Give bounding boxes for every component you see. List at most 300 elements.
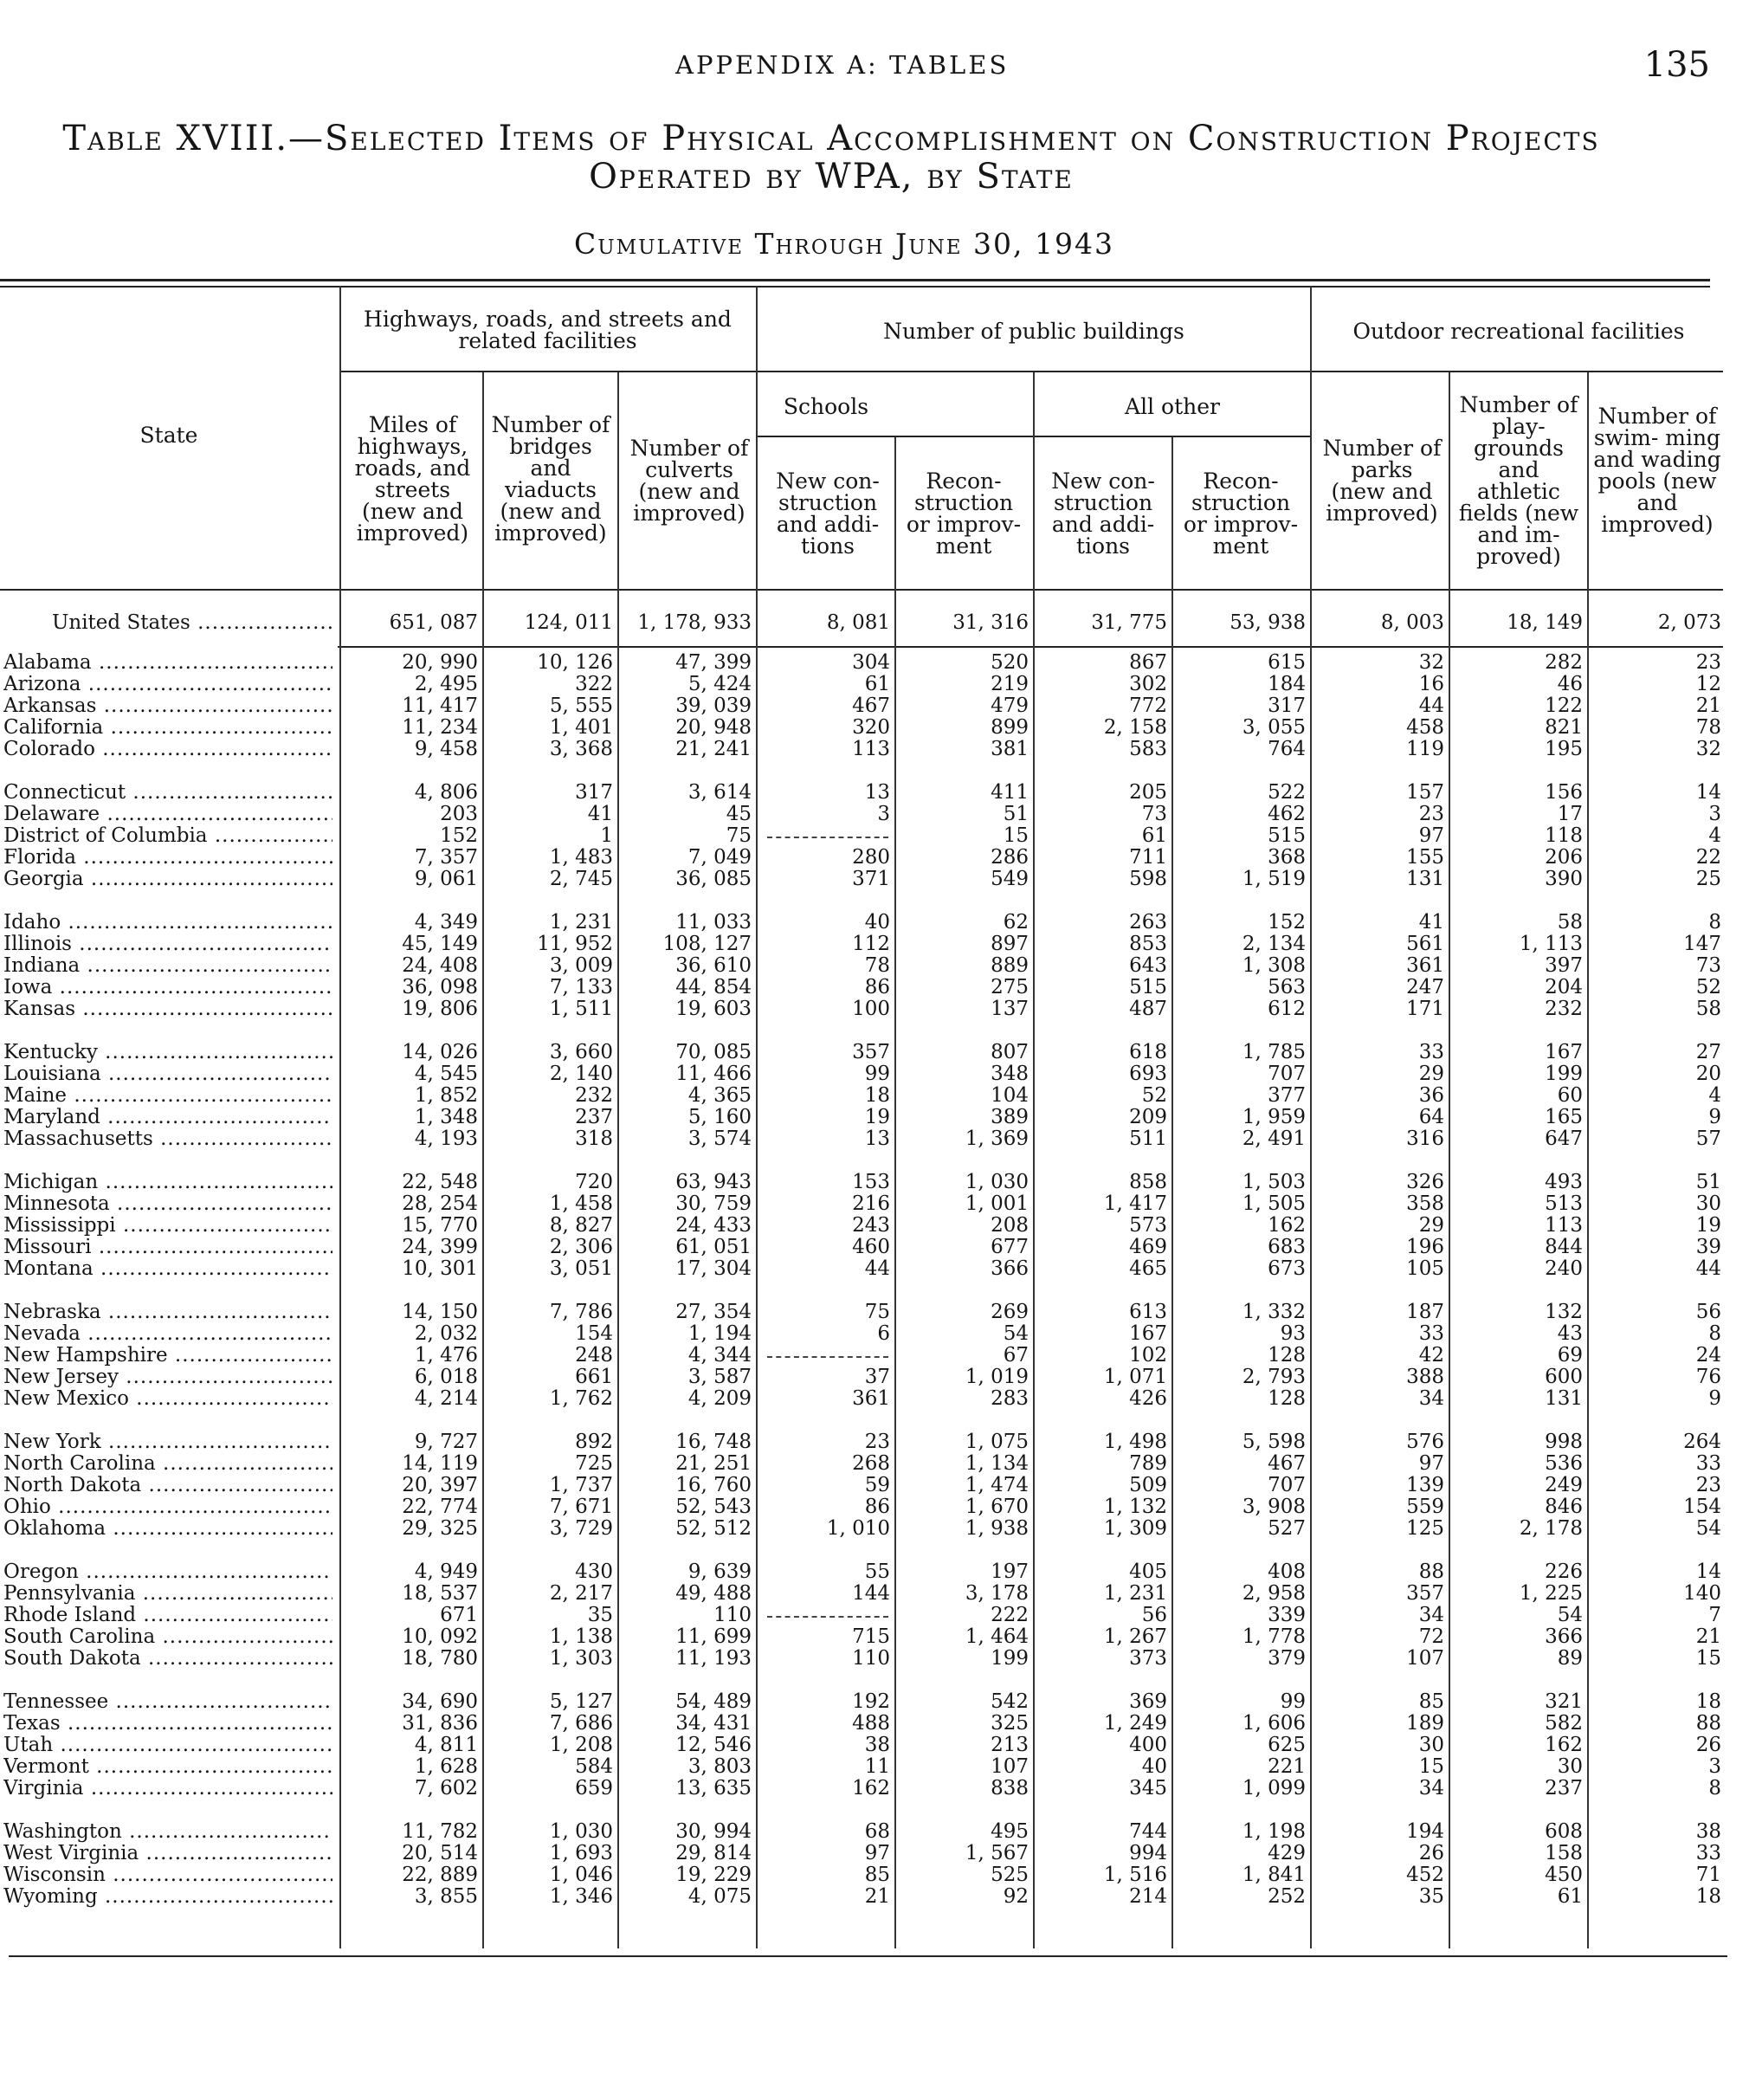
cell-culverts: 1, 178, 933 [637,611,752,634]
cell-schools-new: 357 [852,1041,890,1063]
cell-schools-new: 162 [852,1777,890,1800]
cell-other-recon: 1, 606 [1242,1712,1306,1735]
cell-schools-recon: 807 [991,1041,1029,1063]
cell-miles: 2, 495 [414,673,478,695]
cell-schools-recon: 199 [991,1647,1029,1670]
cell-miles: 18, 780 [402,1647,478,1670]
cell-schools-recon: 1, 567 [965,1842,1029,1864]
cell-other-recon: 152 [1268,911,1306,934]
cell-playgrounds: 60 [1557,1084,1583,1107]
cell-culverts: 11, 193 [675,1647,752,1670]
cell-schools-new: 37 [864,1366,890,1388]
cell-parks: 576 [1406,1431,1444,1453]
cell-pools: 38 [1695,1820,1721,1843]
state-name: Louisiana ..... [3,1063,332,1085]
state-name: Massachusetts ..... [3,1128,332,1150]
cell-other-recon: 673 [1268,1257,1306,1280]
cell-other-recon: 1, 841 [1242,1864,1306,1886]
cell-pools: 12 [1695,673,1721,695]
cell-schools-new: 11 [864,1755,890,1778]
cell-pools: 23 [1695,1474,1721,1496]
cell-culverts: 29, 814 [675,1842,752,1864]
cell-bridges: 124, 011 [524,611,613,634]
cell-other-new: 214 [1129,1885,1167,1908]
cell-other-recon: 5, 598 [1242,1431,1306,1453]
cell-bridges: 154 [575,1322,613,1345]
cell-playgrounds: 158 [1545,1842,1583,1864]
state-name: Tennessee ..... [3,1691,332,1713]
total-row-rule [338,646,1723,648]
cell-other-new: 405 [1129,1560,1167,1583]
cell-schools-new: 19 [864,1106,890,1128]
cell-schools-recon: 838 [991,1777,1029,1800]
cell-pools: 26 [1695,1734,1721,1756]
cell-culverts: 34, 431 [675,1712,752,1735]
cell-pools: 32 [1695,738,1721,760]
cell-bridges: 430 [575,1560,613,1583]
total-row-label: United States ..... [52,612,332,634]
cell-parks: 247 [1406,976,1444,998]
cell-playgrounds: 156 [1545,781,1583,804]
header-parks: Number of parks (new and improved) [1322,436,1442,526]
cell-miles: 11, 234 [402,716,478,739]
cell-other-new: 373 [1129,1647,1167,1670]
cell-other-recon: 1, 519 [1242,868,1306,890]
cell-other-recon: 408 [1268,1560,1306,1583]
cell-other-recon: 184 [1268,673,1306,695]
cell-parks: 189 [1406,1712,1444,1735]
cell-culverts: 13, 635 [675,1777,752,1800]
cell-schools-recon: 15 [1003,824,1029,847]
cell-parks: 34 [1418,1387,1444,1410]
state-name: Minnesota ..... [3,1193,332,1215]
cell-other-recon: 368 [1268,846,1306,869]
cell-parks: 357 [1406,1582,1444,1605]
cell-other-recon: 93 [1280,1322,1306,1345]
state-name: Mississippi ..... [3,1215,332,1237]
cell-parks: 139 [1406,1474,1444,1496]
cell-miles: 1, 852 [414,1084,478,1107]
state-name: California ..... [3,717,332,739]
cell-parks: 157 [1406,781,1444,804]
cell-pools: 20 [1695,1063,1721,1085]
cell-schools-recon: 325 [991,1712,1029,1735]
cell-other-new: 52 [1141,1084,1167,1107]
cell-other-new: 61 [1141,824,1167,847]
cell-other-new: 573 [1129,1214,1167,1237]
cell-other-recon: 462 [1268,803,1306,825]
cell-schools-new: 6 [877,1322,890,1345]
cell-other-recon: 1, 332 [1242,1301,1306,1323]
header-bridges: Number of bridges and viaducts (new and improved) [491,412,610,546]
cell-miles: 14, 150 [402,1301,478,1323]
cell-other-new: 711 [1129,846,1167,869]
cell-pools: 44 [1695,1257,1721,1280]
cell-pools: 4 [1708,824,1721,847]
cell-other-recon: 625 [1268,1734,1306,1756]
state-name: Pennsylvania ..... [3,1583,332,1605]
cell-schools-new: 75 [864,1301,890,1323]
cell-culverts: 9, 639 [687,1560,752,1583]
group-rule [339,371,1723,372]
header-all-other: All other [1125,394,1220,419]
cell-parks: 29 [1418,1063,1444,1085]
cell-bridges: 1, 483 [549,846,613,869]
cell-bridges: 7, 786 [549,1301,613,1323]
cell-schools-new: 78 [864,954,890,977]
state-name: Iowa ..... [3,977,332,998]
cell-schools-new: 86 [864,1496,890,1518]
cell-schools-recon: 366 [991,1257,1029,1280]
cell-schools-recon: 67 [1003,1344,1029,1367]
cell-schools-recon: 31, 316 [952,611,1029,634]
cell-schools-new: 99 [864,1063,890,1085]
cell-parks: 29 [1418,1214,1444,1237]
cell-schools-new: 110 [852,1647,890,1670]
cell-schools-recon: 495 [991,1820,1029,1843]
cell-playgrounds: 131 [1545,1387,1583,1410]
no-data-dash [767,1356,888,1358]
cell-playgrounds: 493 [1545,1171,1583,1193]
cell-bridges: 2, 217 [549,1582,613,1605]
state-name: Ohio ..... [3,1496,332,1518]
cell-culverts: 21, 241 [675,738,752,760]
state-name: Montana ..... [3,1258,332,1280]
cell-schools-new: 243 [852,1214,890,1237]
cell-other-new: 867 [1129,651,1167,674]
header-miles: Miles of highways, roads, and streets (new and improved) [354,412,471,546]
cell-culverts: 4, 209 [687,1387,752,1410]
cell-schools-recon: 54 [1003,1322,1029,1345]
cell-parks: 34 [1418,1604,1444,1626]
cell-parks: 194 [1406,1820,1444,1843]
cell-culverts: 7, 049 [687,846,752,869]
cell-schools-new: 13 [864,1128,890,1150]
state-name: Arkansas ..... [3,695,332,717]
cell-schools-new: 59 [864,1474,890,1496]
cell-playgrounds: 69 [1557,1344,1583,1367]
header-bottom-rule [0,589,1723,591]
cell-schools-recon: 525 [991,1864,1029,1886]
cell-other-new: 1, 071 [1103,1366,1167,1388]
cell-schools-new: 280 [852,846,890,869]
cell-other-new: 693 [1129,1063,1167,1085]
cell-pools: 19 [1695,1214,1721,1237]
cell-schools-recon: 51 [1003,803,1029,825]
cell-culverts: 11, 699 [675,1625,752,1648]
cell-schools-new: 216 [852,1192,890,1215]
cell-culverts: 30, 994 [675,1820,752,1843]
cell-pools: 24 [1695,1344,1721,1367]
cell-other-recon: 615 [1268,651,1306,674]
cell-pools: 54 [1695,1517,1721,1540]
cell-culverts: 54, 489 [675,1690,752,1713]
cell-schools-recon: 1, 001 [965,1192,1029,1215]
cell-playgrounds: 450 [1545,1864,1583,1886]
cell-pools: 23 [1695,651,1721,674]
cell-schools-new: 23 [864,1431,890,1453]
col-rule [756,286,758,1948]
cell-other-recon: 1, 959 [1242,1106,1306,1128]
state-name: South Carolina ..... [3,1626,332,1648]
cell-miles: 28, 254 [402,1192,478,1215]
cell-culverts: 4, 365 [687,1084,752,1107]
cell-miles: 45, 149 [402,933,478,955]
cell-other-new: 73 [1141,803,1167,825]
cell-miles: 18, 537 [402,1582,478,1605]
cell-culverts: 11, 033 [675,911,752,934]
cell-culverts: 47, 399 [675,651,752,674]
cell-miles: 6, 018 [414,1366,478,1388]
cell-culverts: 3, 587 [687,1366,752,1388]
state-name: Wyoming ..... [3,1886,332,1908]
cell-playgrounds: 249 [1545,1474,1583,1496]
state-name: Missouri ..... [3,1237,332,1258]
cell-miles: 4, 214 [414,1387,478,1410]
state-name: Arizona ..... [3,674,332,695]
cell-other-new: 56 [1141,1604,1167,1626]
cell-culverts: 19, 229 [675,1864,752,1886]
cell-other-new: 1, 249 [1103,1712,1167,1735]
cell-parks: 85 [1418,1690,1444,1713]
cell-other-recon: 128 [1268,1387,1306,1410]
state-name: Kansas ..... [3,998,332,1020]
cell-other-recon: 1, 308 [1242,954,1306,977]
no-data-dash [767,1616,888,1618]
cell-other-recon: 99 [1280,1690,1306,1713]
cell-culverts: 52, 512 [675,1517,752,1540]
header-group-buildings: Number of public buildings [883,319,1184,344]
cell-other-new: 205 [1129,781,1167,804]
cell-schools-new: 21 [864,1885,890,1908]
state-name: Indiana ..... [3,955,332,977]
cell-playgrounds: 46 [1557,673,1583,695]
header-schools: Schools [783,394,869,419]
state-name: Maryland ..... [3,1107,332,1128]
state-name: Rhode Island ..... [3,1605,332,1626]
cell-pools: 9 [1708,1106,1721,1128]
cell-miles: 14, 026 [402,1041,478,1063]
state-name: New Hampshire ..... [3,1345,332,1367]
cell-schools-new: 44 [864,1257,890,1280]
header-schools-recon: Recon- struction or improv- ment [906,468,1022,559]
cell-schools-recon: 381 [991,738,1029,760]
state-name: Michigan ..... [3,1172,332,1193]
cell-culverts: 36, 610 [675,954,752,977]
cell-schools-new: 488 [852,1712,890,1735]
cell-playgrounds: 165 [1545,1106,1583,1128]
cell-playgrounds: 536 [1545,1452,1583,1475]
cell-other-new: 1, 516 [1103,1864,1167,1886]
state-name: New Jersey ..... [3,1367,332,1388]
cell-schools-new: 13 [864,781,890,804]
state-name: Alabama ..... [3,652,332,674]
cell-schools-recon: 899 [991,716,1029,739]
cell-culverts: 61, 051 [675,1236,752,1258]
cell-other-new: 613 [1129,1301,1167,1323]
state-name: New York ..... [3,1431,332,1453]
cell-other-recon: 53, 938 [1230,611,1306,634]
cell-miles: 19, 806 [402,998,478,1020]
cell-parks: 8, 003 [1380,611,1444,634]
state-name: Georgia ..... [3,869,332,890]
cell-bridges: 892 [575,1431,613,1453]
cell-culverts: 16, 748 [675,1431,752,1453]
cell-playgrounds: 206 [1545,846,1583,869]
cell-bridges: 3, 009 [549,954,613,977]
cell-bridges: 232 [575,1084,613,1107]
cell-miles: 7, 357 [414,846,478,869]
cell-culverts: 70, 085 [675,1041,752,1063]
cell-bridges: 5, 127 [549,1690,613,1713]
cell-schools-recon: 1, 464 [965,1625,1029,1648]
cell-parks: 33 [1418,1041,1444,1063]
cell-schools-new: 3 [877,803,890,825]
cell-bridges: 1, 303 [549,1647,613,1670]
cell-other-new: 1, 309 [1103,1517,1167,1540]
col-rule [1171,437,1173,1948]
cell-pools: 8 [1708,1322,1721,1345]
cell-schools-new: 100 [852,998,890,1020]
cell-other-recon: 707 [1268,1474,1306,1496]
cell-culverts: 21, 251 [675,1452,752,1475]
cell-other-recon: 128 [1268,1344,1306,1367]
bottom-rule [9,1955,1727,1957]
cell-culverts: 16, 760 [675,1474,752,1496]
cell-miles: 11, 782 [402,1820,478,1843]
cell-culverts: 36, 085 [675,868,752,890]
cell-schools-recon: 269 [991,1301,1029,1323]
cell-schools-new: 40 [864,911,890,934]
cell-parks: 155 [1406,846,1444,869]
cell-schools-recon: 1, 075 [965,1431,1029,1453]
cell-bridges: 725 [575,1452,613,1475]
cell-parks: 97 [1418,824,1444,847]
cell-bridges: 10, 126 [537,651,613,674]
cell-pools: 58 [1695,998,1721,1020]
state-name: Connecticut ..... [3,782,332,804]
state-name: Colorado ..... [3,739,332,760]
cell-miles: 4, 949 [414,1560,478,1583]
cell-parks: 131 [1406,868,1444,890]
cell-pools: 52 [1695,976,1721,998]
cell-playgrounds: 18, 149 [1507,611,1583,634]
header-group-highways: Highways, roads, and streets and related facilities [364,307,732,353]
cell-other-recon: 162 [1268,1214,1306,1237]
cell-schools-new: 371 [852,868,890,890]
state-name: Nevada ..... [3,1323,332,1345]
cell-parks: 35 [1418,1885,1444,1908]
cell-playgrounds: 162 [1545,1734,1583,1756]
cell-playgrounds: 58 [1557,911,1583,934]
state-name: Vermont ..... [3,1756,332,1778]
cell-bridges: 1, 511 [549,998,613,1020]
cell-miles: 22, 774 [402,1496,478,1518]
cell-schools-new: 86 [864,976,890,998]
cell-parks: 361 [1406,954,1444,977]
cell-other-new: 465 [1129,1257,1167,1280]
cell-other-recon: 527 [1268,1517,1306,1540]
top-rule-inner [0,286,1710,288]
cell-pools: 140 [1683,1582,1721,1605]
cell-pools: 56 [1695,1301,1721,1323]
cell-schools-recon: 92 [1003,1885,1029,1908]
cell-other-new: 31, 775 [1091,611,1167,634]
cell-playgrounds: 600 [1545,1366,1583,1388]
cell-other-new: 789 [1129,1452,1167,1475]
cell-playgrounds: 844 [1545,1236,1583,1258]
cell-other-new: 345 [1129,1777,1167,1800]
cell-playgrounds: 821 [1545,716,1583,739]
cell-playgrounds: 390 [1545,868,1583,890]
cell-other-new: 1, 498 [1103,1431,1167,1453]
col-rule [1587,372,1589,1948]
cell-other-new: 102 [1129,1344,1167,1367]
cell-bridges: 1, 693 [549,1842,613,1864]
state-name: Washington ..... [3,1821,332,1843]
cell-pools: 51 [1695,1171,1721,1193]
cell-playgrounds: 582 [1545,1712,1583,1735]
cell-bridges: 3, 660 [549,1041,613,1063]
cell-parks: 97 [1418,1452,1444,1475]
state-name: New Mexico ..... [3,1388,332,1410]
cell-schools-recon: 222 [991,1604,1029,1626]
cell-schools-new: 715 [852,1625,890,1648]
cell-miles: 4, 811 [414,1734,478,1756]
cell-other-recon: 1, 778 [1242,1625,1306,1648]
cell-schools-recon: 107 [991,1755,1029,1778]
cell-bridges: 1, 138 [549,1625,613,1648]
cell-parks: 561 [1406,933,1444,955]
cell-schools-new: 320 [852,716,890,739]
cell-other-new: 167 [1129,1322,1167,1345]
cell-bridges: 1, 762 [549,1387,613,1410]
cell-miles: 1, 476 [414,1344,478,1367]
cell-culverts: 45 [726,803,752,825]
cell-schools-new: 268 [852,1452,890,1475]
cell-pools: 21 [1695,1625,1721,1648]
cell-parks: 33 [1418,1322,1444,1345]
cell-playgrounds: 54 [1557,1604,1583,1626]
cell-bridges: 584 [575,1755,613,1778]
cell-playgrounds: 397 [1545,954,1583,977]
cell-bridges: 8, 827 [549,1214,613,1237]
cell-miles: 4, 806 [414,781,478,804]
cell-other-recon: 683 [1268,1236,1306,1258]
cell-playgrounds: 17 [1557,803,1583,825]
cell-miles: 20, 514 [402,1842,478,1864]
cell-playgrounds: 195 [1545,738,1583,760]
cell-pools: 27 [1695,1041,1721,1063]
cell-schools-recon: 897 [991,933,1029,955]
cell-other-recon: 467 [1268,1452,1306,1475]
cell-culverts: 3, 614 [687,781,752,804]
cell-other-recon: 1, 503 [1242,1171,1306,1193]
cell-culverts: 30, 759 [675,1192,752,1215]
cell-parks: 32 [1418,651,1444,674]
cell-playgrounds: 30 [1557,1755,1583,1778]
cell-culverts: 4, 344 [687,1344,752,1367]
cell-culverts: 24, 433 [675,1214,752,1237]
cell-bridges: 3, 051 [549,1257,613,1280]
cell-miles: 3, 855 [414,1885,478,1908]
cell-bridges: 11, 952 [537,933,613,955]
cell-bridges: 35 [587,1604,613,1626]
cell-culverts: 52, 543 [675,1496,752,1518]
cell-parks: 15 [1418,1755,1444,1778]
cell-playgrounds: 204 [1545,976,1583,998]
table-title-line2: Operated by WPA, by State [589,157,1074,197]
